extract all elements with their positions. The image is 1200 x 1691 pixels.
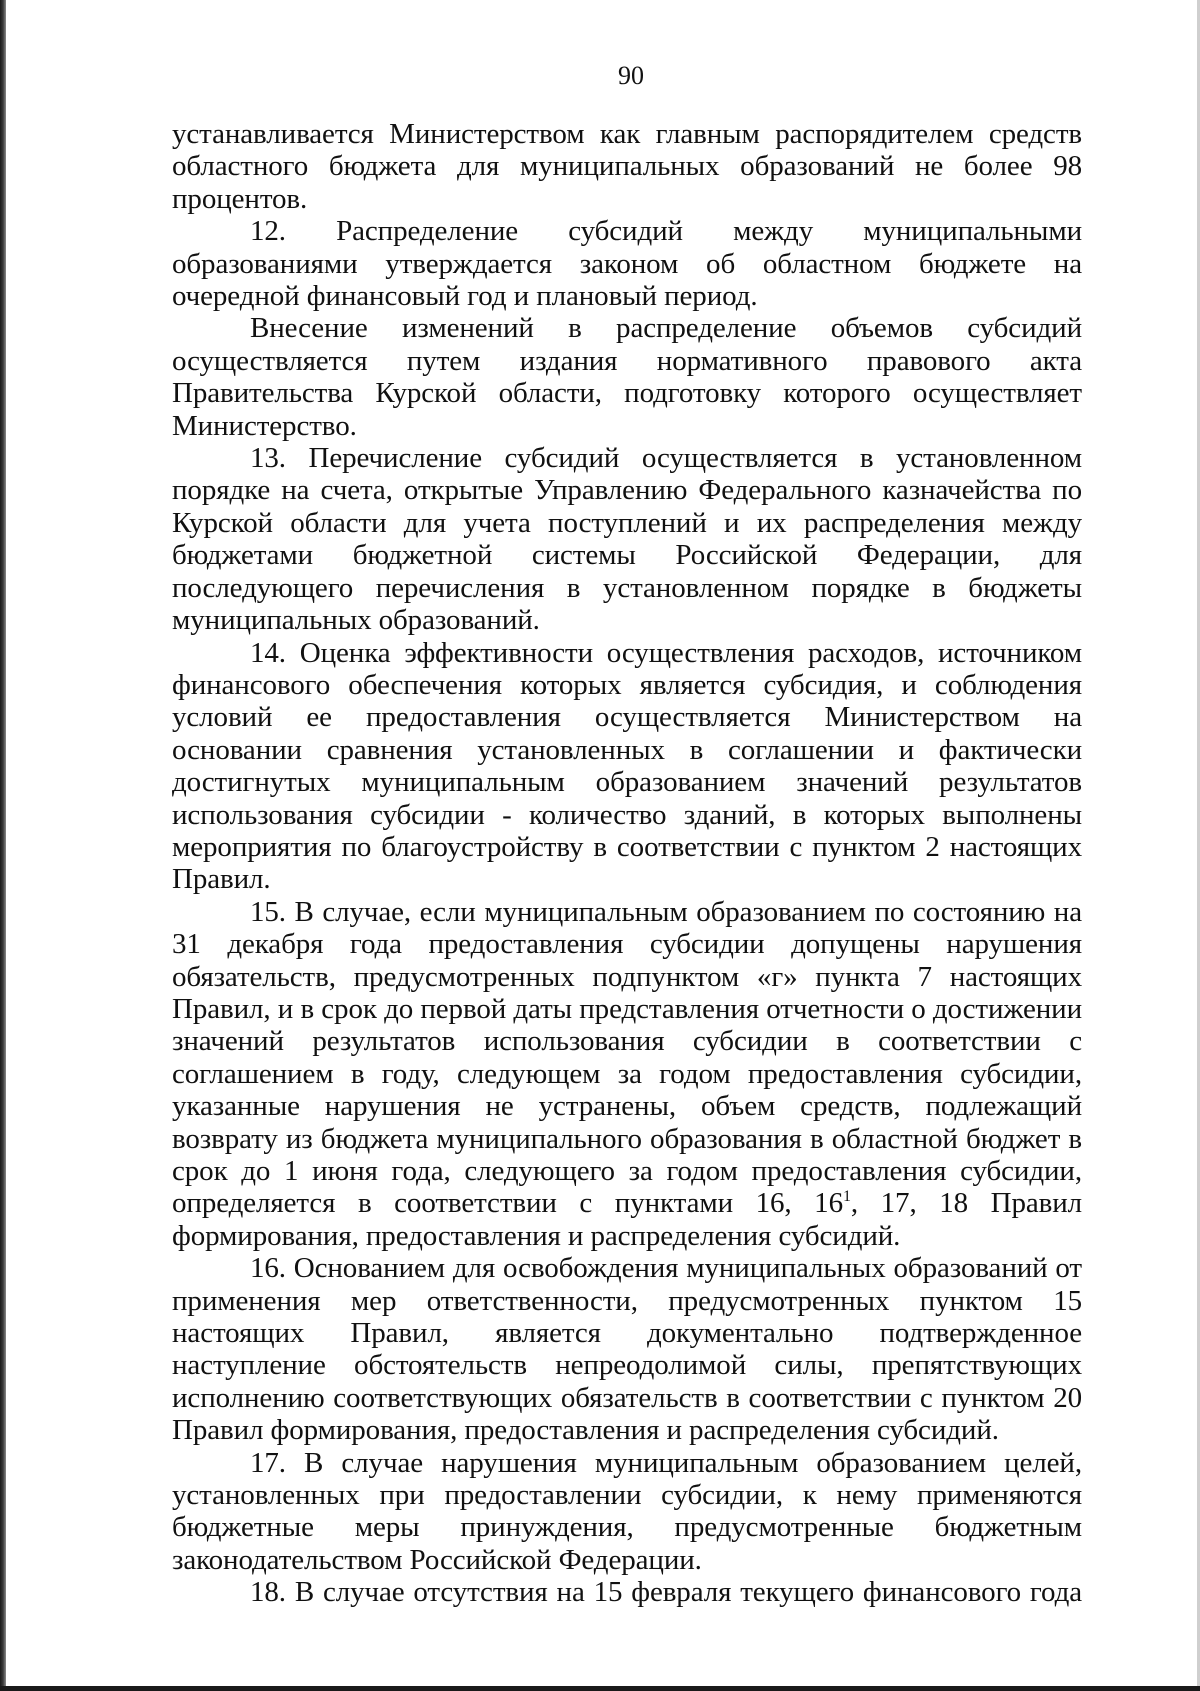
paragraph-continuation: устанавливается Министерством как главным распорядителем средств областного бюджета для муниципальных образований не более 98 процентов. xyxy=(172,118,1082,215)
paragraph-15-text-after: , 17, 18 Правил формирования, предоставления и распределения субсидий. xyxy=(172,1187,1083,1252)
paragraph-18: 18. В случае отсутствия на 15 февраля текущего финансового года xyxy=(250,1576,1082,1609)
scan-border-left xyxy=(0,0,6,1691)
paragraph-15-text-before: 15. В случае, если муниципальным образованием по состоянию на 31 декабря года предоставления субсидии допущены нарушения обязательств, предусмотренных подпунктом «г» пункта 7 настоящих Правил, и в срок до первой даты представления отчетности о достижении значений результатов использования субсидии в соответствии с соглашением в году, следующем за годом предоставления субсидии, указанные нарушения не устранены, объем средств, подлежащий возврату из бюджета муниципального образования в областной бюджет в срок до 1 июня года, следующего за годом предоставления субсидии, определяется в соответствии с пунктами 16, 16 xyxy=(172,895,1082,1220)
paragraph-13: 13. Перечисление субсидий осуществляется в установленном порядке на счета, открытые Управлению Федерального казначейства по Курской области для учета поступлений и их распределения между бюджетами бюджетной системы Российской Федерации, для последующего перечисления в установленном порядке в бюджеты муниципальных образований. xyxy=(172,442,1082,637)
paragraph-15-superscript: 1 xyxy=(842,1188,851,1206)
paragraph-17: 17. В случае нарушения муниципальным образованием целей, установленных при предоставлении субсидии, к нему применяются бюджетные меры принуждения, предусмотренные бюджетным законодательством Российской Федерации. xyxy=(172,1446,1082,1576)
scan-border-bottom xyxy=(0,1686,1200,1691)
paragraph-12-amendment: Внесение изменений в распределение объемов субсидий осуществляется путем издания нормативного правового акта Правительства Курской области, подготовку которого осуществляет Министерство. xyxy=(172,312,1082,442)
paragraph-15 xyxy=(172,896,1082,1252)
paragraph-12: 12. Распределение субсидий между муниципальными образованиями утверждается законом об областном бюджете на очередной финансовый год и плановый период. xyxy=(172,215,1082,313)
paragraph-14: 14. Оценка эффективности осуществления расходов, источником финансового обеспечения которых является субсидия, и соблюдения условий ее предоставления осуществляется Министерством на основании сравнения установленных в соглашении и фактически достигнутых муниципальным образованием значений результатов использования субсидии - количество зданий, в которых выполнены мероприятия по благоустройству в соответствии с пунктом 2 настоящих Правил. xyxy=(172,636,1082,896)
paragraph-16: 16. Основанием для освобождения муниципальных образований от применения мер ответственности, предусмотренных пунктом 15 настоящих Правил, является документально подтвержденное наступление обстоятельств непреодолимой силы, препятствующих исполнению соответствующих обязательств в соответствии с пунктом 20 Правил формирования, предоставления и распределения субсидий. xyxy=(172,1252,1082,1447)
page-number: 90 xyxy=(618,61,644,90)
document-body xyxy=(172,118,1082,1609)
